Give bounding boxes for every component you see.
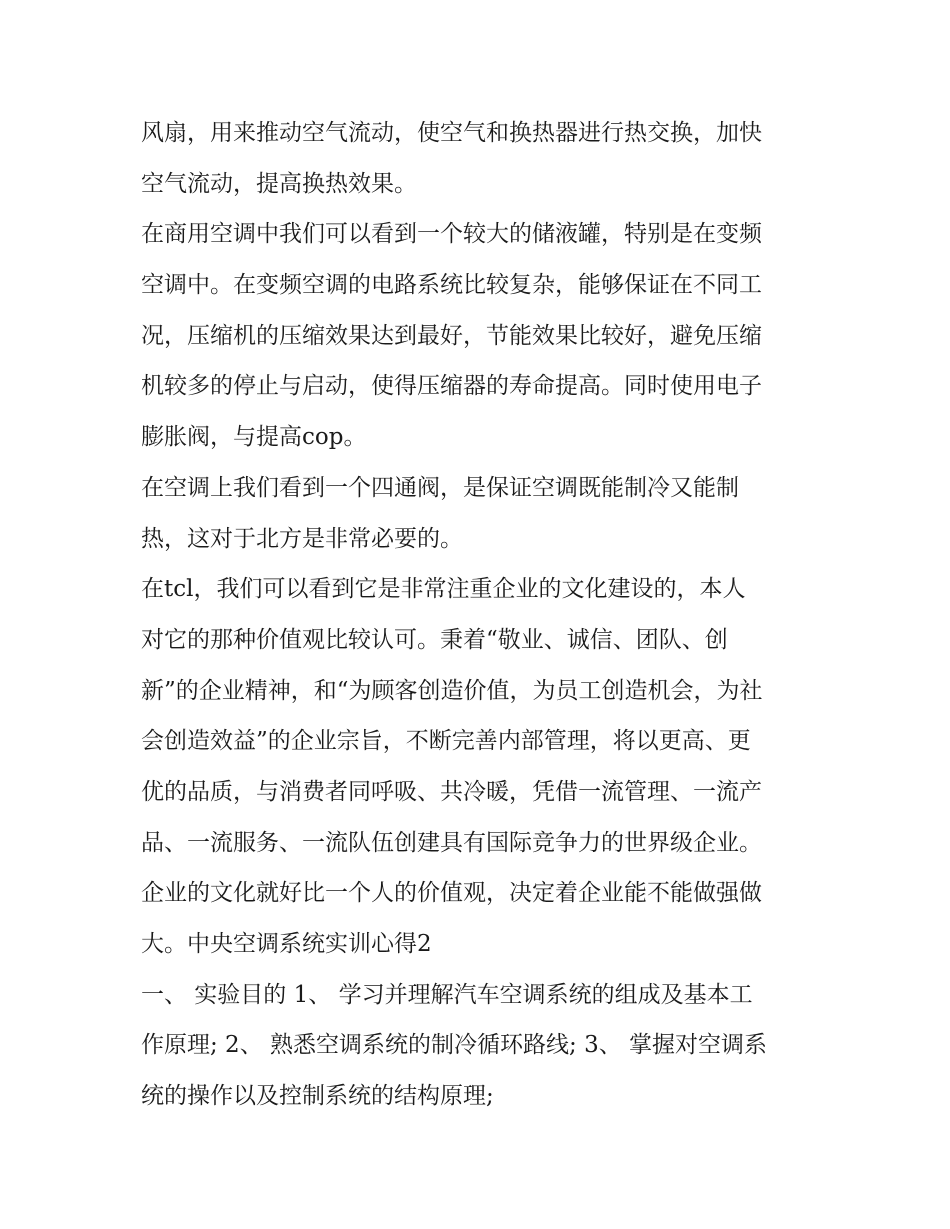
- body-text: [141, 108, 821, 1122]
- text-line: 企业的文化就好比一个人的价值观，决定着企业能不能做强做: [141, 880, 762, 907]
- text-line: 品、一流服务、一流队伍创建具有国际竞争力的世界级企业。: [141, 829, 762, 856]
- text-line: 一、 实验目的 1、 学习并理解汽车空调系统的组成及基本工: [141, 981, 753, 1008]
- text-line: 对它的那种价值观比较认可。秉着“敬业、诚信、团队、创: [141, 626, 728, 653]
- text-line: 风扇，用来推动空气流动，使空气和换热器进行热交换，加快: [141, 120, 762, 146]
- text-line: 空调中。在变频空调的电路系统比较复杂，能够保证在不同工: [141, 272, 762, 299]
- text-line: 在tcl，我们可以看到它是非常注重企业的文化建设的，本人: [141, 576, 746, 603]
- text-line: 空气流动，提高换热效果。: [141, 170, 417, 197]
- text-line: 机较多的停止与启动，使得压缩器的寿命提高。同时使用电子: [141, 373, 762, 400]
- text-line: 热，这对于北方是非常必要的。: [141, 525, 463, 552]
- text-line: 统的操作以及控制系统的结构原理;: [141, 1083, 494, 1110]
- text-line: 在商用空调中我们可以看到一个较大的储液罐，特别是在变频: [141, 221, 762, 248]
- text-line: 大。中央空调系统实训心得2: [141, 931, 432, 957]
- text-line: 新”的企业精神，和“为顾客创造价值，为员工创造机会，为社: [141, 677, 763, 704]
- text-line: 会创造效益”的企业宗旨，不断完善内部管理，将以更高、更: [141, 728, 751, 755]
- text-line: 况，压缩机的压缩效果达到最好，节能效果比较好，避免压缩: [141, 322, 762, 349]
- text-line: 作原理; 2、 熟悉空调系统的制冷循环路线; 3、 掌握对空调系: [141, 1032, 768, 1059]
- text-line: 优的品质，与消费者同呼吸、共冷暖，凭借一流管理、一流产: [141, 778, 762, 805]
- text-line: 膨胀阀，与提高cop。: [141, 424, 367, 451]
- text-line: 在空调上我们看到一个四通阀，是保证空调既能制冷又能制: [141, 474, 739, 501]
